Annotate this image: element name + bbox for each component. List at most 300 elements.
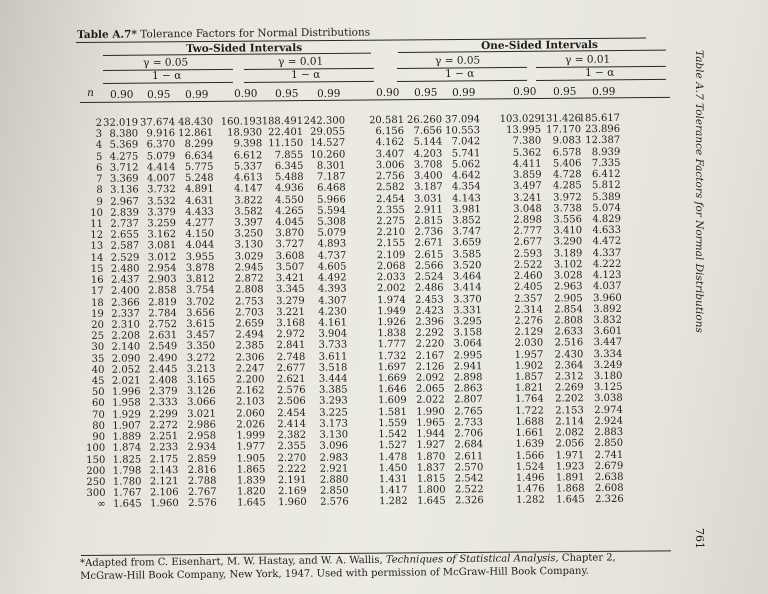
factor-cell: 3.125 [593,382,623,394]
row-n: 30 [91,342,105,354]
row-n: 90 [92,431,106,444]
factor-cell: 2.529 [110,252,140,264]
factor-cell: 11.150 [268,138,304,150]
row-n: 35 [91,353,105,365]
factor-cell: 3.822 [234,194,263,207]
factor-cell: 3.370 [453,293,482,305]
factor-cell: 2.251 [149,431,179,443]
factor-cell: 1.971 [555,449,585,462]
factor-cell: 2.631 [148,330,178,342]
factor-cell: 26.260 [406,114,443,126]
factor-cell: 7.855 [274,149,304,161]
row-n: 50 [91,387,105,399]
factor-cell: 2.659 [235,318,265,330]
factor-cell: 2.143 [149,464,179,477]
factor-cell: 1.476 [515,483,545,496]
factor-cell: 2.593 [513,248,543,260]
factor-cell: 2.437 [110,274,140,286]
row-n: 70 [92,409,105,421]
factor-cell: 3.852 [452,215,482,227]
factor-cell: 2.883 [594,426,624,439]
factor-cell: 1.609 [378,395,407,407]
factor-cell: 2.056 [555,438,585,450]
factor-cell: 2.068 [376,260,406,273]
factor-cell: 2.905 [554,292,583,304]
factor-cell: 4.472 [592,236,622,248]
row-n: 300 [86,488,106,500]
factor-cell: 6.634 [184,150,214,162]
factor-cell: 1.645 [237,497,266,509]
factor-cell: 3.279 [276,295,305,307]
factor-cell: 4.150 [185,228,215,241]
factor-cell: 2.638 [594,471,624,484]
factor-cell: 6.412 [591,168,621,181]
factor-cell: 3.520 [452,260,482,272]
factor-cell: 3.702 [186,296,215,308]
factor-cell: 1.905 [236,452,266,465]
factor-cell: 2.494 [235,329,265,341]
factor-cell: 2.576 [276,385,306,397]
factor-cell: 3.615 [186,318,216,330]
row-n: 20 [91,319,105,331]
factor-cell: 5.594 [317,205,346,217]
factor-cell: 5.812 [591,180,621,192]
factor-cell: 3.656 [186,307,215,319]
row-n: 3 [95,129,103,141]
factor-cell: 2.275 [376,215,406,228]
factor-cell: 2.092 [415,372,445,384]
factor-cell: 2.880 [319,474,349,486]
factor-cell: 4.045 [275,216,305,229]
factor-cell: 2.684 [454,439,484,451]
factor-cell: 2.808 [554,315,584,327]
factor-cell: 1.800 [416,484,446,497]
factor-cell: 3.870 [275,228,305,240]
factor-cell: 2.355 [376,204,405,216]
factor-cell: 6.156 [375,126,405,138]
factor-cell: 2.382 [277,429,307,442]
factor-cell: 5.144 [413,136,443,149]
factor-cell: 3.048 [513,203,542,215]
factor-cell: 2.859 [187,453,217,465]
factor-cell: 5.248 [184,172,214,185]
factor-cell: 2.752 [148,319,178,331]
factor-cell: 6.370 [146,139,176,151]
factor-cell: 9.083 [552,135,582,147]
factor-cell: 9.916 [146,128,176,140]
factor-cell: 4.613 [233,172,263,184]
sub-header-2-3: 0.99 [317,87,341,100]
factor-cell: 3.904 [318,328,348,340]
factor-cell: 2.615 [414,249,444,261]
factor-cell: 9.398 [233,138,263,150]
factor-cell: 2.903 [147,274,177,286]
factor-cell: 5.308 [317,216,347,228]
factor-cell: 3.532 [147,195,176,207]
factor-cell: 2.460 [513,270,543,282]
factor-cell: 4.411 [512,158,542,170]
factor-cell: 2.454 [376,193,405,205]
factor-cell: 2.677 [276,362,306,374]
factor-cell: 1.944 [416,428,446,440]
factor-cell: 2.276 [514,315,544,327]
factor-cell: 2.272 [149,419,179,432]
factor-cell: 2.986 [187,419,217,431]
factor-cell: 3.350 [186,341,216,353]
n-column-header: n [87,86,94,99]
factor-cell: 8.939 [591,146,621,158]
factor-cell: 4.337 [592,247,622,259]
factor-cell: 4.550 [275,194,304,206]
factor-cell: 1.907 [112,420,142,432]
factor-cell: 1.669 [377,372,407,385]
factor-cell: 3.345 [275,284,305,296]
row-n: 200 [86,465,106,477]
factor-cell: 3.189 [553,247,583,260]
factor-cell: 1.902 [514,360,544,372]
factor-cell: 6.468 [316,182,346,195]
factor-cell: 3.457 [186,329,216,342]
factor-cell: 2.140 [111,341,141,354]
factor-cell: 1.965 [416,417,445,429]
row-n: 16 [90,274,104,286]
footnote-line2: McGraw-Hill Book Company, New York, 1947. Used with permission of McGraw-Hill Book Company. [80,565,589,582]
factor-cell: 4.285 [552,180,582,192]
factor-cell: 103.029 [499,113,542,125]
row-n: 150 [86,454,106,466]
factor-cell: 2.385 [235,340,265,352]
factor-cell: 1.926 [377,316,407,329]
row-n: 25 [91,330,105,343]
factor-cell: 2.022 [416,395,445,407]
factor-cell: 1.581 [378,406,407,418]
factor-cell: 2.816 [187,464,217,476]
factor-cell: 2.549 [148,341,178,353]
row-n: 6 [96,162,103,174]
factor-cell: 3.130 [234,239,264,251]
factor-cell: 6.578 [552,146,582,159]
factor-cell: 2.357 [514,293,543,305]
factor-cell: 1.732 [377,350,407,362]
factor-cell: 2.333 [149,397,178,409]
factor-cell: 3.290 [553,236,583,248]
factor-cell: 3.249 [593,359,623,371]
footnote-suffix: Chapter 2, [561,552,616,564]
factor-cell: 3.250 [234,228,264,240]
factor-cell: 2.082 [555,427,585,439]
factor-cell: 13.995 [506,124,542,137]
factor-cell: 2.379 [148,386,178,398]
row-n: 17 [90,286,104,298]
factor-cell: 3.081 [147,240,177,252]
factor-cell: 3.708 [413,159,443,171]
factor-cell: 1.929 [112,409,141,421]
table-title-text: Tolerance Factors for Normal Distributions [140,26,371,41]
factor-cell: 4.307 [318,294,347,307]
factor-cell: 2.748 [276,351,306,363]
factor-cell: 3.556 [553,214,583,226]
factor-cell: 3.832 [593,314,623,327]
factor-cell: 2.872 [234,273,264,285]
factor-cell: 3.162 [147,229,177,241]
factor-cell: 1.870 [416,451,446,463]
factor-cell: 10.553 [445,125,481,137]
factor-cell: 3.738 [553,202,582,215]
factor-cell: 2.222 [277,463,307,475]
factor-cell: 1.838 [377,328,407,340]
factor-cell: 3.096 [319,440,349,453]
factor-cell: 3.293 [319,395,348,408]
factor-cell: 5.389 [592,191,621,203]
row-n: 4 [95,140,103,152]
gamma-label-two-001: γ = 0.01 [278,55,324,68]
factor-cell: 2.191 [277,474,307,487]
factor-cell: 3.130 [319,429,349,441]
factor-cell: 2.454 [277,407,306,419]
factor-cell: 2.608 [594,483,624,495]
factor-cell: 3.878 [185,262,215,274]
factor-cell: 1.639 [515,438,545,451]
factor-cell: 2.114 [555,416,584,428]
page-number: 761 [693,528,706,549]
factor-cell: 4.414 [146,161,176,174]
row-n: 12 [90,229,104,242]
factor-cell: 2.153 [555,404,584,417]
factor-cell: 2.974 [594,404,623,416]
row-n: 7 [96,173,103,185]
factor-cell: 3.126 [186,385,216,398]
factor-cell: 1.764 [515,394,544,406]
factor-cell: 3.066 [187,397,216,409]
table-title [77,26,370,41]
factor-cell: 2.741 [594,449,624,461]
factor-cell: 2.788 [187,475,217,488]
factor-cell: 1.974 [377,294,406,306]
factor-cell: 2.208 [111,330,141,342]
factor-cell: 2.233 [149,442,179,454]
factor-cell: 1.999 [236,430,266,442]
row-n: 13 [90,241,104,253]
factor-cell: 2.850 [319,485,349,497]
factor-cell: 3.006 [375,159,405,172]
factor-cell: 2.570 [454,461,484,474]
factor-cell: 3.021 [187,408,216,420]
factor-cell: 2.819 [148,296,177,308]
factor-cell: 2.898 [453,372,483,384]
factor-cell: 2.737 [110,218,140,230]
factor-cell: 2.958 [187,430,217,443]
factor-cell: 3.168 [276,317,306,330]
factor-cell: 4.123 [592,269,622,282]
factor-cell: 1.282 [516,495,545,507]
factor-cell: 3.221 [276,306,305,318]
factor-cell: 3.712 [109,162,139,174]
factor-cell: 1.825 [112,454,142,466]
row-n: 80 [92,420,106,432]
factor-cell: 2.269 [554,382,584,394]
factor-cell: 1.496 [515,472,545,484]
factor-cell: 3.601 [593,325,623,338]
factor-cell: 2.815 [414,215,444,227]
footnote-book-title: Techniques of Statistical Analysis, [385,552,559,566]
factor-cell: 2.954 [147,262,177,275]
factor-cell: 22.401 [268,127,304,139]
factor-cell: 1.889 [112,431,142,443]
factor-cell: 1.697 [377,361,407,373]
factor-cell: 2.963 [553,281,583,293]
factor-cell: 3.754 [185,285,215,297]
factor-cell: 6.612 [233,149,263,162]
factor-cell: 1.839 [236,475,266,487]
factor-cell: 1.957 [514,349,544,361]
factor-cell: 3.241 [513,192,542,204]
factor-cell: 1.417 [378,485,408,497]
factor-cell: 2.002 [376,283,406,295]
factor-cell: 17.170 [546,124,582,136]
factor-cell: 1.958 [112,397,141,410]
factor-cell: 1.857 [514,371,544,383]
factor-cell: 5.369 [109,139,139,152]
alpha-rule-4 [536,79,666,81]
factor-cell: 8.299 [184,139,214,151]
factor-cell: 1.767 [112,487,142,499]
factor-cell: 1.645 [113,498,142,511]
factor-cell: 3.173 [319,418,349,430]
factor-cell: 1.865 [236,464,266,476]
factor-cell: 2.516 [554,337,584,349]
factor-cell: 2.983 [319,452,349,464]
factor-cell: 2.854 [554,303,583,316]
factor-cell: 2.423 [415,305,444,317]
factor-cell: 3.225 [319,407,348,419]
factor-cell: 2.522 [513,259,543,271]
factor-cell: 1.821 [514,382,544,395]
factor-cell: 4.642 [451,170,481,182]
factor-cell: 7.042 [451,136,481,148]
factor-cell: 2.169 [277,486,307,498]
factor-cell: 2.679 [594,460,624,472]
factor-cell: 2.784 [148,307,177,320]
factor-cell: 1.777 [377,339,407,351]
factor-cell: 3.812 [185,273,215,286]
factor-cell: 4.230 [318,306,347,318]
factor-cell: 4.393 [317,283,347,296]
factor-cell: 18.930 [227,127,263,139]
factor-cell: 7.656 [413,125,443,138]
factor-cell: 2.026 [236,419,266,431]
factor-cell: 2.934 [187,442,217,454]
factor-cell: 4.893 [317,238,347,251]
two-sided-rule [103,53,371,56]
factor-cell: 3.397 [234,217,264,229]
factor-cell: 2.121 [149,476,179,488]
factor-cell: 2.566 [414,260,444,272]
factor-cell: 2.175 [149,453,179,465]
factor-cell: 185.617 [578,112,621,125]
row-n: 8 [96,185,103,197]
factor-cell: 2.767 [187,486,217,499]
row-n: 10 [90,207,103,219]
factor-cell: 2.247 [235,363,265,375]
factor-cell: 2.611 [454,450,484,463]
factor-cell: 4.147 [233,183,263,195]
factor-cell: 3.497 [512,180,542,193]
one-sided-header: One-Sided Intervals [481,38,598,52]
factor-cell: 32.019 [102,117,139,129]
factor-cell: 1.977 [236,441,266,453]
two-sided-header: Two-Sided Intervals [186,41,303,55]
factor-cell: 1.960 [278,497,307,509]
factor-cell: 2.633 [554,326,584,338]
factor-cell: 4.275 [109,151,139,163]
factor-cell: 4.277 [185,217,215,229]
factor-cell: 23.896 [585,124,621,136]
factor-cell: 2.103 [236,396,265,409]
factor-cell: 5.079 [317,227,347,239]
factor-cell: 1.990 [416,406,445,418]
factor-cell: 2.052 [111,364,141,376]
factor-cell: 2.524 [414,271,444,283]
factor-cell: 3.972 [553,191,582,204]
factor-cell: 3.012 [147,251,177,264]
sub-header-4-2: 0.95 [553,85,577,98]
factor-cell: 2.972 [276,329,306,341]
row-n: 250 [86,476,106,488]
factor-cell: 3.659 [452,237,482,249]
factor-cell: 1.431 [378,473,408,486]
factor-cell: 2.220 [415,338,445,351]
factor-cell: 2.582 [375,182,405,194]
factor-cell: 2.109 [376,249,406,261]
row-n: 2 [95,117,103,129]
factor-cell: 2.490 [148,352,178,364]
footnote-prefix: *Adapted from C. Eisenhart, M. W. Hastay, and W. A. Wallis, [80,554,383,569]
factor-cell: 4.433 [185,206,214,218]
factor-cell: 7.380 [512,136,542,148]
factor-cell: 3.447 [593,337,623,349]
factor-cell: 3.407 [375,148,405,160]
gamma-label-two-005: γ = 0.05 [143,56,189,69]
factor-cell: 2.408 [148,375,178,387]
alpha-label-3: 1 − α [445,67,475,80]
factor-cell: 3.400 [413,170,443,182]
factor-cell: 3.187 [413,181,443,194]
factor-cell: 2.021 [111,375,141,387]
factor-cell: 2.808 [234,284,264,296]
row-n: 11 [90,218,104,230]
factor-cell: 1.524 [515,461,545,473]
factor-cell: 1.450 [378,462,408,474]
factor-cell: 2.839 [110,207,139,219]
factor-cell: 3.747 [452,226,482,238]
factor-cell: 1.542 [378,429,408,441]
factor-cell: 48.430 [177,116,214,129]
factor-cell: 2.400 [110,285,140,298]
factor-cell: 2.210 [376,227,406,239]
factor-cell: 3.518 [318,362,348,374]
factor-cell: 2.841 [276,340,306,352]
factor-cell: 3.028 [553,270,583,282]
factor-cell: 131.426 [539,113,582,125]
factor-cell: 2.756 [375,171,405,183]
factor-cell: 4.203 [413,148,443,160]
footnote [80,551,616,583]
factor-cell: 1.815 [416,473,446,485]
factor-cell: 3.029 [234,250,264,263]
factor-cell: 4.728 [552,169,582,181]
factor-cell: 1.960 [150,498,179,510]
factor-cell: 3.892 [593,303,622,315]
